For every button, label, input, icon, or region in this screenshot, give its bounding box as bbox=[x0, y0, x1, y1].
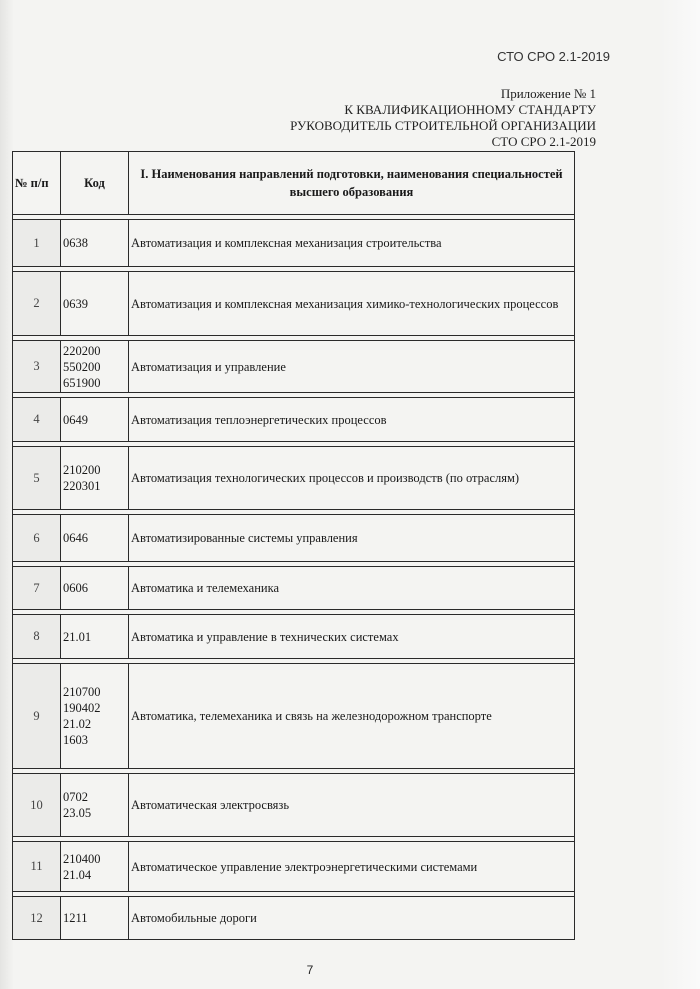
code-value: 0649 bbox=[63, 412, 88, 427]
row-name: Автоматика, телемеханика и связь на железнодорожном транспорте bbox=[129, 664, 575, 769]
appendix-line: Приложение № 1 bbox=[500, 86, 596, 101]
row-number: 12 bbox=[13, 897, 61, 940]
table-row bbox=[13, 897, 575, 940]
code-value: 220200 bbox=[63, 343, 101, 358]
appendix-line: СТО СРО 2.1-2019 bbox=[491, 134, 596, 149]
row-name: Автоматика и телемеханика bbox=[129, 567, 575, 610]
row-name: Автоматизация и комплексная механизация химико-технологических процессов bbox=[129, 272, 575, 336]
specialties-table bbox=[12, 151, 575, 940]
row-code-cell bbox=[61, 567, 129, 610]
table-row bbox=[13, 615, 575, 659]
row-code-cell bbox=[61, 515, 129, 562]
code-value: 210400 bbox=[63, 851, 101, 866]
row-code-cell bbox=[61, 447, 129, 510]
table-row bbox=[13, 447, 575, 510]
code-value: 0639 bbox=[63, 296, 88, 311]
table-row bbox=[13, 515, 575, 562]
code-value: 21.02 bbox=[63, 717, 92, 731]
table-row bbox=[13, 272, 575, 336]
row-code-cell bbox=[61, 398, 129, 442]
table-header-row bbox=[13, 152, 575, 215]
code-value: 651900 bbox=[63, 375, 101, 390]
row-number: 8 bbox=[13, 615, 61, 659]
row-code-cell bbox=[61, 220, 129, 267]
row-number: 3 bbox=[13, 341, 61, 393]
table-body bbox=[13, 215, 575, 940]
row-name: Автоматическое управление электроэнергетическими системами bbox=[129, 842, 575, 892]
row-name: Автоматизированные системы управления bbox=[129, 515, 575, 562]
row-number: 1 bbox=[13, 220, 61, 267]
row-name: Автоматизация и управление bbox=[129, 341, 575, 393]
code-value: 0638 bbox=[63, 236, 88, 250]
code-value: 0702 bbox=[63, 790, 88, 804]
row-code-cell bbox=[61, 774, 129, 837]
code-value: 0606 bbox=[63, 581, 88, 595]
appendix-line: К КВАЛИФИКАЦИОННОМУ СТАНДАРТУ bbox=[344, 102, 596, 117]
code-value: 190402 bbox=[63, 701, 101, 715]
code-value: 21.01 bbox=[63, 629, 92, 644]
row-number: 7 bbox=[13, 567, 61, 610]
appendix-line: РУКОВОДИТЕЛЬ СТРОИТЕЛЬНОЙ ОРГАНИЗАЦИИ bbox=[290, 118, 596, 133]
row-number: 5 bbox=[13, 447, 61, 510]
table-row bbox=[13, 220, 575, 267]
row-name: Автоматическая электросвязь bbox=[129, 774, 575, 837]
column-header-number: № п/п bbox=[13, 152, 61, 215]
table-row bbox=[13, 664, 575, 769]
code-value: 0646 bbox=[63, 531, 88, 545]
code-value: 210200 bbox=[63, 463, 101, 477]
table-row bbox=[13, 842, 575, 892]
row-number: 10 bbox=[13, 774, 61, 837]
column-header-code: Код bbox=[61, 152, 129, 215]
row-name: Автоматизация теплоэнергетических процессов bbox=[129, 398, 575, 442]
row-number: 6 bbox=[13, 515, 61, 562]
row-code-cell bbox=[61, 897, 129, 940]
row-number: 2 bbox=[13, 272, 61, 336]
table-row bbox=[13, 341, 575, 393]
row-number: 4 bbox=[13, 398, 61, 442]
row-name: Автоматика и управление в технических системах bbox=[129, 615, 575, 659]
table-row bbox=[13, 567, 575, 610]
code-value: 210700 bbox=[63, 685, 101, 699]
column-header-name: I. Наименования направлений подготовки, наименования специальностей высшего образования bbox=[129, 152, 575, 215]
code-value: 23.05 bbox=[63, 806, 92, 820]
row-code-cell bbox=[61, 272, 129, 336]
row-number: 9 bbox=[13, 664, 61, 769]
code-value: 1211 bbox=[63, 911, 88, 925]
page-number: 7 bbox=[306, 963, 314, 977]
appendix-heading bbox=[290, 86, 596, 150]
row-code-cell bbox=[61, 615, 129, 659]
code-value: 21.04 bbox=[63, 867, 92, 882]
row-name: Автомобильные дороги bbox=[129, 897, 575, 940]
row-code-cell bbox=[61, 664, 129, 769]
table-row bbox=[13, 398, 575, 442]
row-code-cell bbox=[61, 341, 129, 393]
code-value: 550200 bbox=[63, 359, 101, 374]
code-value: 220301 bbox=[63, 479, 101, 493]
code-value: 1603 bbox=[63, 733, 88, 747]
table-row bbox=[13, 774, 575, 837]
document-code: СТО СРО 2.1-2019 bbox=[497, 49, 610, 64]
row-code-cell bbox=[61, 842, 129, 892]
row-name: Автоматизация и комплексная механизация строительства bbox=[129, 220, 575, 267]
row-name: Автоматизация технологических процессов и производств (по отраслям) bbox=[129, 447, 575, 510]
row-number: 11 bbox=[13, 842, 61, 892]
